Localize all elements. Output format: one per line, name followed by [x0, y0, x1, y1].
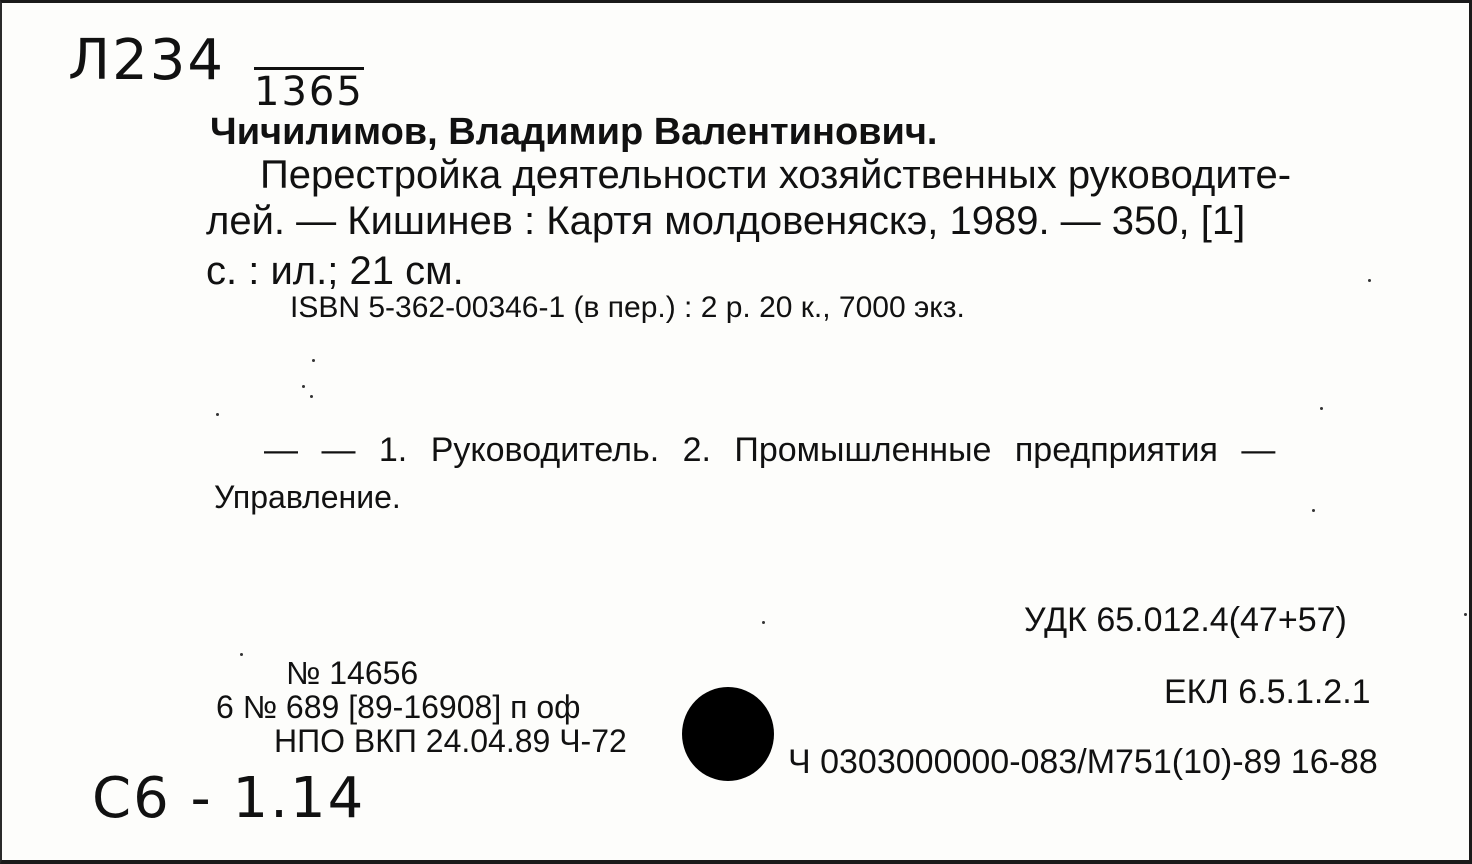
speck	[1368, 279, 1371, 282]
speck	[762, 621, 765, 624]
speck	[1312, 509, 1315, 512]
subject-headings-line-2: Управление.	[214, 479, 401, 515]
udk-code: УДК 65.012.4(47+57)	[1024, 601, 1347, 639]
shelfmark-subcode: 1365	[254, 69, 364, 115]
subject-headings-line-1: — — 1. Руководитель. 2. Промышленные предприятия —	[264, 431, 1276, 469]
author-heading: Чичилимов, Владимир Валентинович.	[210, 111, 938, 153]
handwritten-note: С6 - 1.14	[92, 766, 366, 831]
publication-code: Ч 0303000000-083/М751(10)-89 16-88	[788, 743, 1378, 781]
ekl-code: ЕКЛ 6.5.1.2.1	[1164, 673, 1371, 711]
speck	[216, 413, 219, 416]
title-line-2: лей. — Кишинев : Картя молдовеняскэ, 1989. — 350, [1]	[206, 199, 1246, 243]
speck	[240, 653, 243, 656]
speck	[1320, 407, 1323, 410]
title-line-1: Перестройка деятельности хозяйственных руководите-	[260, 153, 1292, 197]
title-line-3: с. : ил.; 21 см.	[206, 249, 464, 293]
isbn-line: ISBN 5-362-00346-1 (в пер.) : 2 р. 20 к., 7000 экз.	[290, 291, 965, 324]
speck	[312, 359, 315, 362]
speck	[302, 385, 305, 388]
order-line: 6 № 689 [89-16908] п оф	[216, 689, 581, 725]
speck	[1464, 613, 1467, 616]
punch-hole	[682, 687, 774, 781]
card-number: № 14656	[286, 655, 419, 691]
speck	[310, 395, 313, 398]
publisher-line: НПО ВКП 24.04.89 Ч-72	[274, 723, 627, 759]
shelfmark-code: Л234	[68, 28, 225, 93]
